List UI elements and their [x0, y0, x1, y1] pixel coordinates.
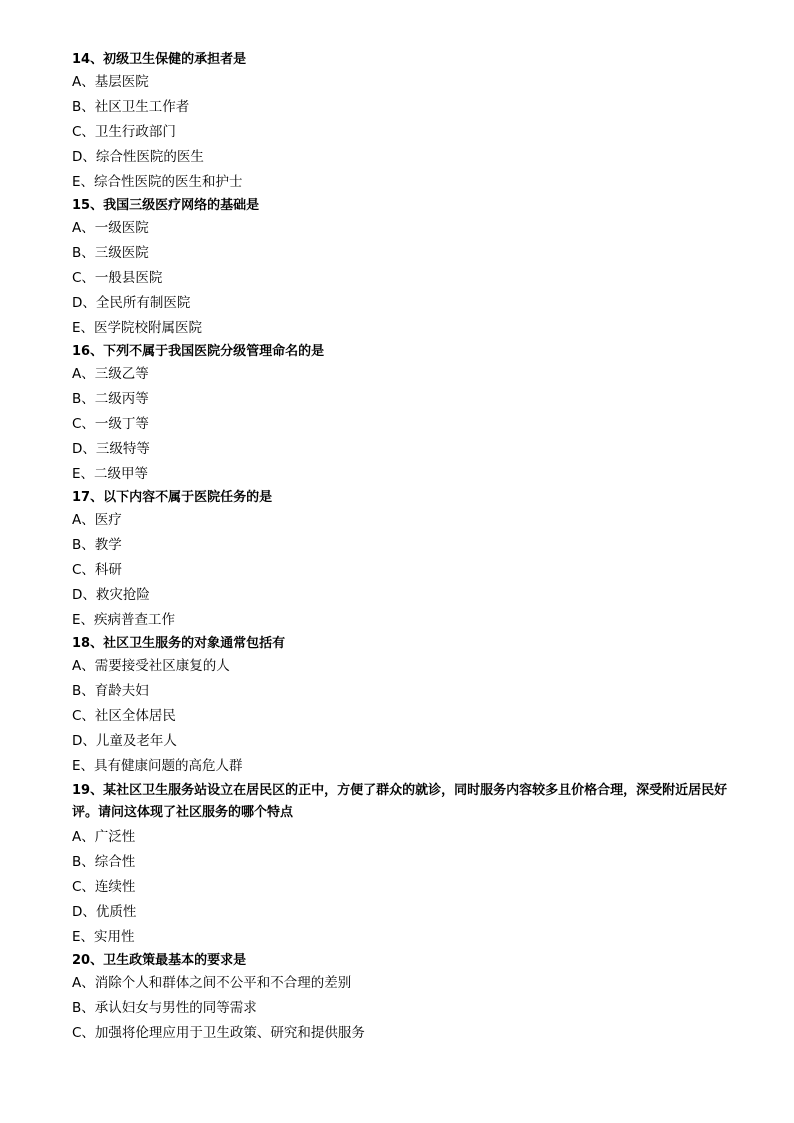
question-stem: 14、初级卫生保健的承担者是 [72, 52, 247, 67]
option-e: E、综合性医院的医生和护士 [72, 174, 243, 190]
option-d: D、三级特等 [72, 441, 150, 457]
option-e: E、医学院校附属医院 [72, 320, 203, 336]
option-b: B、育龄夫妇 [72, 683, 149, 699]
option-e: E、实用性 [72, 929, 135, 945]
question-19 [72, 779, 732, 950]
option-e: E、二级甲等 [72, 466, 149, 482]
question-stem: 17、以下内容不属于医院任务的是 [72, 490, 273, 505]
option-d: D、综合性医院的医生 [72, 149, 204, 165]
option-c: C、一级丁等 [72, 416, 149, 432]
question-14 [72, 49, 732, 195]
question-stem: 18、社区卫生服务的对象通常包括有 [72, 636, 286, 651]
option-d: D、儿童及老年人 [72, 733, 177, 749]
option-c: C、加强将伦理应用于卫生政策、研究和提供服务 [72, 1025, 365, 1041]
option-c: C、一般县医院 [72, 270, 163, 286]
option-d: D、救灾抢险 [72, 587, 150, 603]
question-stem: 20、卫生政策最基本的要求是 [72, 953, 247, 968]
option-c: C、社区全体居民 [72, 708, 176, 724]
option-b: B、社区卫生工作者 [72, 99, 190, 115]
option-c: C、连续性 [72, 879, 136, 895]
question-15 [72, 195, 732, 341]
option-a: A、消除个人和群体之间不公平和不合理的差别 [72, 975, 352, 991]
option-b: B、承认妇女与男性的同等需求 [72, 1000, 257, 1016]
option-b: B、三级医院 [72, 245, 149, 261]
exam-page [72, 49, 732, 1046]
question-20 [72, 950, 732, 1046]
option-a: A、一级医院 [72, 220, 149, 236]
option-d: D、优质性 [72, 904, 137, 920]
question-16 [72, 341, 732, 487]
option-a: A、三级乙等 [72, 366, 149, 382]
option-a: A、医疗 [72, 512, 122, 528]
option-b: B、综合性 [72, 854, 136, 870]
question-17 [72, 487, 732, 633]
option-c: C、卫生行政部门 [72, 124, 176, 140]
option-b: B、二级丙等 [72, 391, 149, 407]
option-b: B、教学 [72, 537, 122, 553]
option-a: A、基层医院 [72, 74, 149, 90]
question-18 [72, 633, 732, 779]
option-e: E、具有健康问题的高危人群 [72, 758, 243, 774]
option-a: A、需要接受社区康复的人 [72, 658, 230, 674]
question-stem: 19、某社区卫生服务站设立在居民区的正中，方便了群众的就诊，同时服务内容较多且价格合理，深受附近居民好评。请问这体现了社区服务的哪个特点 [72, 783, 728, 820]
question-stem: 16、下列不属于我国医院分级管理命名的是 [72, 344, 325, 359]
option-d: D、全民所有制医院 [72, 295, 191, 311]
option-e: E、疾病普查工作 [72, 612, 176, 628]
option-a: A、广泛性 [72, 829, 136, 845]
option-c: C、科研 [72, 562, 122, 578]
question-stem: 15、我国三级医疗网络的基础是 [72, 198, 260, 213]
